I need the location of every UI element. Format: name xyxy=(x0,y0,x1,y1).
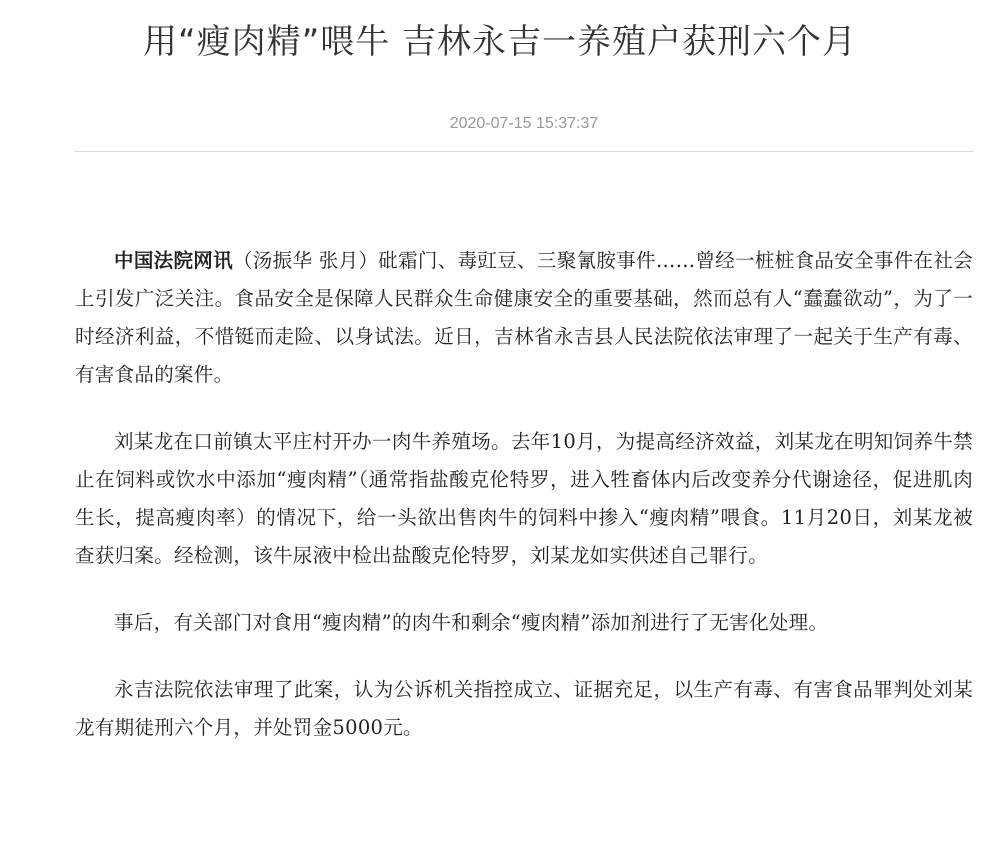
article-paragraph-1 xyxy=(75,242,973,394)
title-divider xyxy=(74,151,974,152)
article-paragraph-2: 刘某龙在口前镇太平庄村开办一肉牛养殖场。去年10月，为提高经济效益，刘某龙在明知饲养牛禁止在饲料或饮水中添加“瘦肉精”（通常指盐酸克伦特罗，进入牲畜体内后改变养分代谢途径，促进肌肉生长，提高瘦肉率）的情况下，给一头欲出售肉牛的饲料中掺入“瘦肉精”喂食。11月20日，刘某龙被查获归案。经检测，该牛尿液中检出盐酸克伦特罗，刘某龙如实供述自己罪行。 xyxy=(75,430,973,567)
paragraph-1-text: （汤振华 张月）砒霜门、毒豇豆、三聚氰胺事件……曾经一桩桩食品安全事件在社会上引发广泛关注。食品安全是保障人民群众生命健康安全的重要基础，然而总有人“蠢蠢欲动”，为了一时经济利益，不惜铤而走险、以身试法。近日，吉林省永吉县人民法院依法审理了一起关于生产有毒、有害食品的案件。 xyxy=(75,249,973,386)
article-paragraph-4: 永吉法院依法审理了此案，认为公诉机关指控成立、证据充足，以生产有毒、有害食品罪判处刘某龙有期徒刑六个月，并处罚金5000元。 xyxy=(75,678,973,739)
article-title: 用“瘦肉精”喂牛 吉林永吉一养殖户获刑六个月 xyxy=(142,22,858,62)
article-body xyxy=(75,242,973,773)
news-source: 中国法院网讯 xyxy=(114,249,233,272)
publish-date: 2020-07-15 15:37:37 xyxy=(449,115,599,132)
article-paragraph-3: 事后，有关部门对食用“瘦肉精”的肉牛和剩余“瘦肉精”添加剂进行了无害化处理。 xyxy=(114,611,829,634)
